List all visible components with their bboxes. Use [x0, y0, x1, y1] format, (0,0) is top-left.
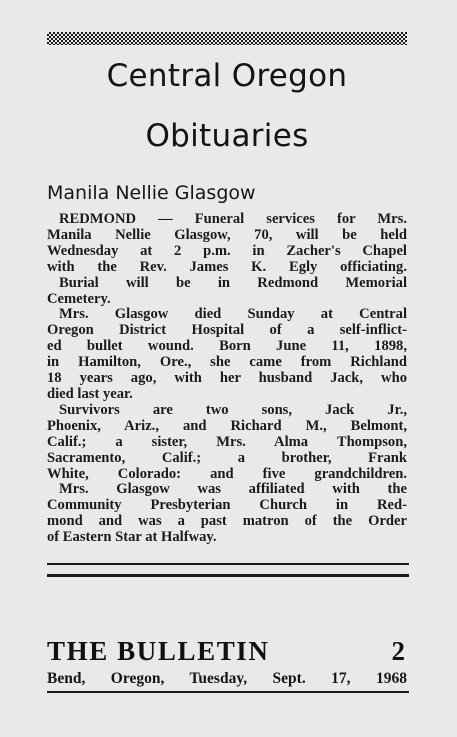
obituary-line: mond and was a past matron of the Order: [47, 513, 407, 530]
obituary-line: Community Presbyterian Church in Red-: [47, 497, 407, 514]
obituary-line: Wednesday at 2 p.m. in Zacher's Chapel: [47, 242, 407, 259]
obituary-line: Sacramento, Calif.; a brother, Frank: [47, 449, 407, 466]
obituary-line: with the Rev. James K. Egly officiating.: [47, 258, 407, 275]
obituary-line: REDMOND — Funeral services for Mrs.: [59, 211, 407, 227]
checkered-border: [47, 32, 407, 45]
newspaper-title: THE BULLETIN: [47, 636, 270, 666]
page-number: 2: [391, 636, 405, 666]
obituary-line: Phoenix, Ariz., and Richard M., Belmont,: [47, 417, 407, 434]
obituary-line: in Hamilton, Ore., she came from Richland: [47, 354, 407, 371]
section-heading-line-2: Obituaries: [145, 118, 309, 154]
obituary-body: [47, 212, 407, 546]
obituary-line: Mrs. Glasgow died Sunday at Central: [59, 306, 407, 323]
section-heading-line-1: Central Oregon: [106, 58, 348, 94]
obituary-line: ed bullet wound. Born June 11, 1898,: [47, 338, 407, 355]
divider-rule-thick: [47, 574, 409, 577]
masthead-underline: [47, 691, 409, 693]
obituary-line: of Eastern Star at Halfway.: [47, 529, 217, 546]
obituary-line: Oregon District Hospital of a self-inflict-: [47, 322, 407, 339]
obituary-line: Mrs. Glasgow was affiliated with the: [59, 481, 407, 498]
obituary-name: Manila Nellie Glasgow: [47, 182, 256, 204]
obituary-line: 18 years ago, with her husband Jack, who: [47, 370, 407, 387]
divider-rule-thin: [47, 563, 409, 565]
dateline: Bend, Oregon, Tuesday, Sept. 17, 1968: [47, 670, 407, 687]
obituary-line: Burial will be in Redmond Memorial: [59, 274, 407, 291]
obituary-line: Calif.; a sister, Mrs. Alma Thompson,: [47, 433, 407, 450]
obituary-line: Manila Nellie Glasgow, 70, will be held: [47, 226, 407, 243]
obituary-line: Survivors are two sons, Jack Jr.,: [59, 401, 407, 418]
obituary-line: Cemetery.: [47, 290, 111, 307]
obituary-line: White, Colorado: and five grandchildren.: [47, 465, 407, 482]
newspaper-masthead: [47, 636, 409, 666]
obituary-line: died last year.: [47, 385, 133, 402]
